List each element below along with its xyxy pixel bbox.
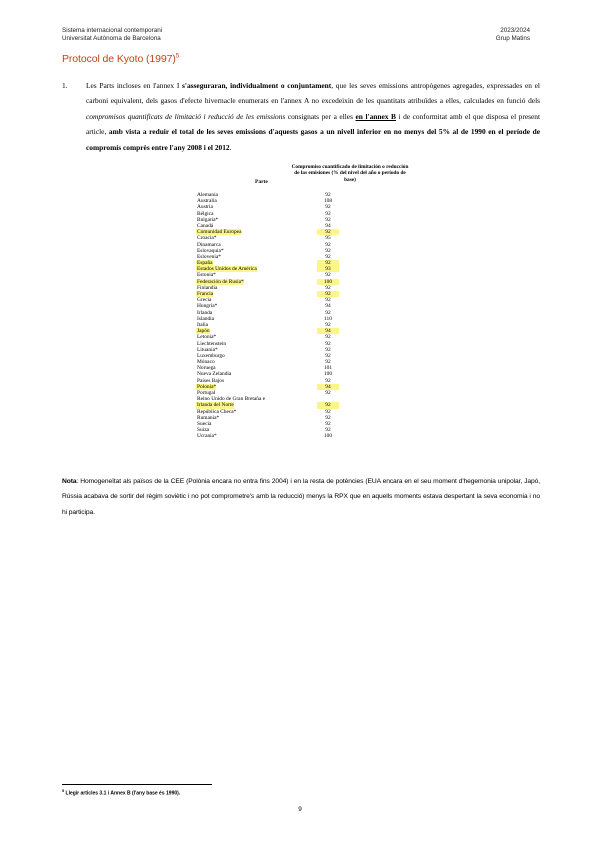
commitment-value: 92 xyxy=(325,427,331,434)
commitment-value: 100 xyxy=(323,433,333,440)
commitment-value: 94 xyxy=(325,222,331,229)
party-name: Eslovaquia* xyxy=(197,247,224,254)
footnote-text: Llegir articles 3.1 i Annex B (l'any base és 1990). xyxy=(64,790,181,797)
commitment-value: 92 xyxy=(325,408,331,415)
page-header-right xyxy=(496,27,530,43)
page-header-left xyxy=(62,27,162,43)
party-name: República Checa* xyxy=(197,408,237,415)
section-title xyxy=(62,53,179,65)
commitment-value: 92 xyxy=(325,334,331,341)
note-paragraph xyxy=(62,474,540,520)
party-name: Noruega xyxy=(197,365,216,372)
party-name: Comunidad Europea xyxy=(197,229,242,236)
header-group: Grup Matins xyxy=(495,35,530,42)
note-label: Nota xyxy=(62,478,77,485)
party-name: España xyxy=(197,260,213,267)
party-name: Suiza xyxy=(197,427,209,434)
page-number: 9 xyxy=(298,806,302,813)
commitment-value: 92 xyxy=(325,309,331,316)
item-text-part: . xyxy=(229,142,232,152)
footnote xyxy=(62,789,180,797)
party-name: Polonia* xyxy=(197,383,217,390)
party-name: Irlanda del Norte xyxy=(197,402,234,409)
commitment-value: 92 xyxy=(325,420,331,427)
commitment-value: 108 xyxy=(323,198,333,205)
commitment-value: 94 xyxy=(317,328,339,334)
header-year: 2023/2024 xyxy=(500,27,530,34)
party-name: Francia xyxy=(197,291,214,297)
header-university: Universitat Autònoma de Barcelona xyxy=(62,35,161,42)
commitment-value: 92 xyxy=(317,291,339,297)
commitment-value: 95 xyxy=(325,235,331,242)
header-course: Sistema internacional contemporani xyxy=(62,27,163,34)
party-name: Canadá xyxy=(197,222,214,229)
commitment-value: 92 xyxy=(325,241,331,248)
item-text-part: , que les seves emissions antropògenes agregades, expressades en el carboni equivalent, dels gasos d'efecte hivernacle enumerats en l'annex A no excedeixin de les quantitats atribuïdes a elles, calculades en funció dels xyxy=(86,81,540,106)
item-text-part: consignats per a elles xyxy=(285,111,356,121)
party-name: Letonia* xyxy=(197,334,217,341)
item-bold-part: s'asseguraran, individualment o conjuntament xyxy=(182,81,332,90)
party-name: Finlandia xyxy=(197,284,218,291)
item-number: 1. xyxy=(62,81,68,90)
table-header-commitment: Compromiso cuantificado de limitación o reducción de las emisiones (% del nivel del año o período de base) xyxy=(291,164,409,183)
commitment-value: 92 xyxy=(325,204,331,211)
commitment-value: 92 xyxy=(317,260,339,266)
item-italic-part: compromisos quantificats de limitació i reducció de les emissions xyxy=(86,111,286,121)
party-name: Islandia xyxy=(197,315,215,322)
commitment-value: 92 xyxy=(325,272,331,279)
party-name: Nueva Zelandia xyxy=(197,371,232,378)
commitment-value: 94 xyxy=(325,303,331,310)
party-name: Ucrania* xyxy=(197,433,217,440)
party-name: Irlanda xyxy=(197,309,213,316)
party-name: Hungría* xyxy=(197,303,218,310)
item-bold-part: amb vista a reduir el total de les seves emissions d'aquests gasos a un nivell inferior en no menys del 5% al de 1990 en el període de compromís comprès entre l'any 2008 i el 2012 xyxy=(86,127,540,152)
party-name: Mónaco xyxy=(197,359,215,366)
commitment-value: 92 xyxy=(325,253,331,260)
commitment-value: 93 xyxy=(317,266,339,272)
commitment-value: 92 xyxy=(325,359,331,366)
party-name: Italia xyxy=(197,321,209,328)
party-name: Luxemburgo xyxy=(197,352,225,359)
party-name: Estonia* xyxy=(197,272,216,279)
item-text xyxy=(86,78,540,155)
party-name: Grecia xyxy=(197,297,212,304)
commitment-value: 92 xyxy=(325,346,331,353)
commitment-value: 92 xyxy=(325,216,331,223)
section-title-text: Protocol de Kyoto (1997) xyxy=(62,53,176,65)
party-name: Alemania xyxy=(197,192,218,198)
commitment-value: 92 xyxy=(325,284,331,291)
commitment-value: 92 xyxy=(325,414,331,421)
party-name: Rumania* xyxy=(197,414,220,421)
commitment-value: 92 xyxy=(325,321,331,328)
table-header-party: Parte xyxy=(255,179,268,185)
footnote-divider xyxy=(62,784,212,785)
party-name: Portugal xyxy=(197,390,216,396)
footnote-ref[interactable]: 5 xyxy=(175,53,180,60)
party-name: Japón xyxy=(197,328,210,335)
kyoto-commitments-table xyxy=(196,164,421,458)
item-text-part: i de conformitat amb el que disposa el present article, xyxy=(86,111,541,137)
commitment-value: 110 xyxy=(324,315,332,322)
commitment-value: 94 xyxy=(317,384,339,390)
party-name: Liechtenstein xyxy=(197,340,227,347)
item-underlined-part: en l'annex B xyxy=(355,111,396,121)
item-text-part: Les Parts incloses en l'annex I xyxy=(86,81,183,90)
party-name: Austria xyxy=(197,204,213,211)
commitment-value: 92 xyxy=(325,377,331,384)
article-item xyxy=(62,78,540,155)
commitment-value: 92 xyxy=(325,390,331,396)
commitment-value: 101 xyxy=(323,365,333,372)
party-name: Bulgaria* xyxy=(197,216,219,223)
commitment-value: 92 xyxy=(317,229,339,235)
commitment-value: 92 xyxy=(325,247,331,254)
commitment-value: 92 xyxy=(317,402,339,408)
table-row xyxy=(196,433,421,439)
party-name: Federación de Rusia* xyxy=(197,278,244,285)
commitment-value: 100 xyxy=(323,371,333,378)
party-name: Países Bajos xyxy=(197,377,225,384)
commitment-value: 92 xyxy=(325,297,331,304)
note-text: : Homogeneïtat als països de la CEE (Polònia encara no entra fins 2004) i en la resta de potències (EUA encara en el seu moment d'hegemonia unipolar, Japó, Rússia acabava de sortir del règim soviètic i no pot comprometre's amb la reducció) menys la RPX que en aquells moments estava despertant la seva economia i no hi participa. xyxy=(62,478,540,516)
commitment-value: 92 xyxy=(325,340,331,347)
party-name: Bélgica xyxy=(197,210,214,217)
commitment-value: 100 xyxy=(317,279,339,285)
party-name: Eslovenia* xyxy=(197,253,221,260)
party-name: Dinamarca xyxy=(197,241,221,248)
commitment-value: 92 xyxy=(325,210,331,217)
footnote-number: 5 xyxy=(62,789,65,793)
party-name: Estados Unidos de América xyxy=(197,266,257,273)
party-name: Reino Unido de Gran Bretaña e xyxy=(197,396,266,403)
table-rows xyxy=(196,192,421,440)
party-name: Australia xyxy=(197,198,217,205)
commitment-value: 92 xyxy=(325,192,331,198)
party-name: Lituania* xyxy=(197,346,218,353)
party-name: Croacia* xyxy=(197,235,217,242)
party-name: Suecia xyxy=(197,420,212,427)
commitment-value: 92 xyxy=(325,352,331,359)
